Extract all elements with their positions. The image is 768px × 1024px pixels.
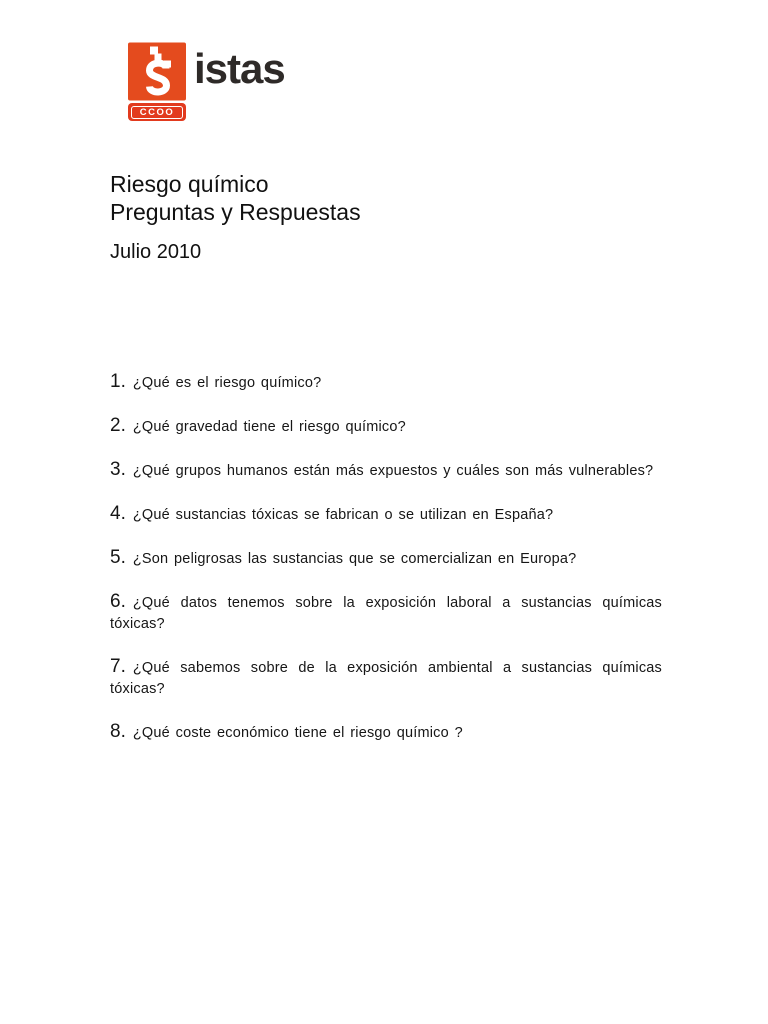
question-item-1 [110,371,662,394]
question-item-4 [110,503,662,526]
question-item-6 [110,591,662,635]
question-item-2 [110,415,662,438]
question-text: ¿Qué coste económico tiene el riesgo químico ? [132,725,463,741]
question-text: ¿Qué sabemos sobre de la exposición ambiental a sustancias químicas tóxicas? [110,660,662,697]
question-text: ¿Son peligrosas las sustancias que se comercializan en Europa? [132,551,577,567]
question-item-7 [110,656,662,700]
question-item-5 [110,547,662,570]
question-number: 6. [110,591,126,612]
document-date: Julio 2010 [110,241,202,263]
title-line-2: Preguntas y Respuestas [110,199,361,225]
question-text: ¿Qué datos tenemos sobre la exposición laboral a sustancias químicas tóxicas? [110,595,662,632]
question-number: 3. [110,459,126,480]
question-number: 1. [110,371,126,392]
question-number: 8. [110,721,126,742]
question-item-3 [110,459,662,482]
question-number: 5. [110,547,126,568]
question-text: ¿Qué grupos humanos están más expuestos y cuáles son más vulnerables? [132,463,654,479]
document-title [110,170,361,226]
istas-brand-text: istas [194,45,285,92]
istas-symbol-icon [128,42,186,101]
question-number: 4. [110,503,126,524]
question-text: ¿Qué gravedad tiene el riesgo químico? [132,419,406,435]
question-item-8 [110,721,662,744]
question-text: ¿Qué sustancias tóxicas se fabrican o se utilizan en España? [132,507,554,523]
title-line-1: Riesgo químico [110,171,269,197]
question-text: ¿Qué es el riesgo químico? [132,375,322,391]
ccoo-badge [128,103,186,121]
question-number: 2. [110,415,126,436]
question-list [110,371,662,765]
istas-logo [128,42,186,121]
ccoo-badge-label: CCOO [131,106,183,119]
question-number: 7. [110,656,126,677]
